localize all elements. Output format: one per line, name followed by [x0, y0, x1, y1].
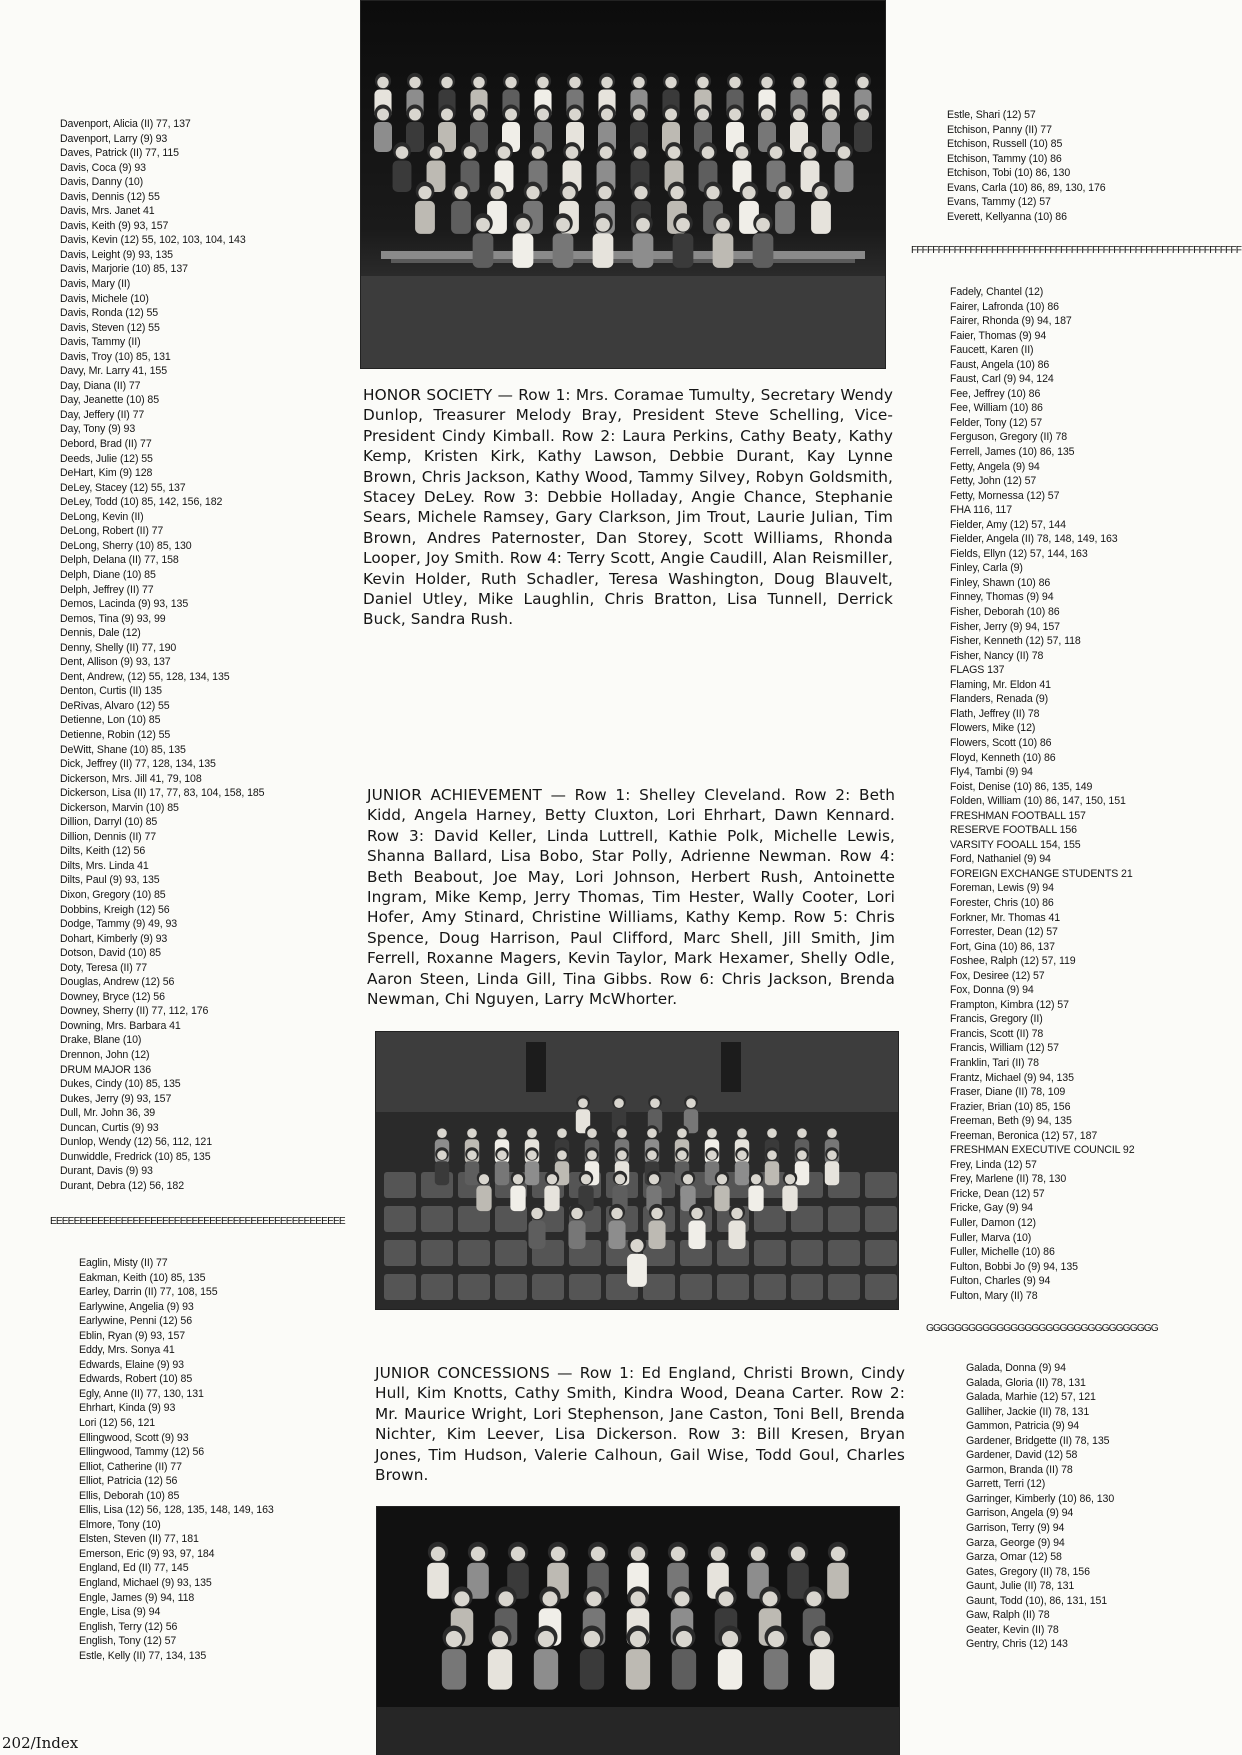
- junior-achievement-member: [765, 1147, 779, 1185]
- index-entry: Fort, Gina (10) 86, 137: [950, 940, 1055, 953]
- index-entry: Earlywine, Angelia (9) 93: [79, 1300, 194, 1313]
- index-entry: Forrester, Dean (12) 57: [950, 926, 1058, 939]
- index-entry: Denton, Curtis (II) 135: [60, 685, 162, 698]
- index-entry: Fee, William (10) 86: [950, 402, 1043, 415]
- index-entry: Evans, Carla (10) 86, 89, 130, 176: [947, 181, 1106, 194]
- junior-concessions-photo: [376, 1506, 900, 1755]
- index-entry: FLAGS 137: [950, 664, 1005, 677]
- index-entry: RESERVE FOOTBALL 156: [950, 824, 1077, 837]
- index-column-g: [966, 1361, 1114, 1652]
- index-entry: Deeds, Julie (12) 55: [60, 452, 153, 465]
- letter-divider-e: EEEEEEEEEEEEEEEEEEEEEEEEEEEEEEEEEEEEEEEEEEEEEEEEEE: [50, 1216, 345, 1227]
- index-entry: Lori (12) 56, 121: [79, 1417, 156, 1430]
- index-entry: DeLong, Sherry (10) 85, 130: [60, 539, 192, 552]
- index-entry: Fulton, Mary (II) 78: [950, 1289, 1038, 1302]
- index-entry: Fields, Ellyn (12) 57, 144, 163: [950, 547, 1088, 560]
- index-entry: Foshee, Ralph (12) 57, 119: [950, 955, 1076, 968]
- auditorium-seat: [717, 1274, 749, 1300]
- index-entry: Davis, Leight (9) 93, 135: [60, 248, 173, 261]
- index-entry: Edwards, Elaine (9) 93: [79, 1358, 184, 1371]
- index-entry: Dickerson, Mrs. Jill 41, 79, 108: [60, 772, 202, 785]
- index-entry: Delph, Delana (II) 77, 158: [60, 554, 179, 567]
- honor-society-member: [822, 105, 840, 153]
- index-entry: Fisher, Kenneth (12) 57, 118: [950, 635, 1081, 648]
- index-entry: Downey, Sherry (II) 77, 112, 176: [60, 1005, 209, 1018]
- index-entry: Davis, Steven (12) 55: [60, 321, 160, 334]
- junior-concessions-member: [467, 1542, 489, 1599]
- index-entry: Davis, Danny (10): [60, 176, 144, 189]
- index-entry: Ehrhart, Kinda (9) 93: [79, 1402, 176, 1415]
- index-entry: Eblin, Ryan (9) 93, 157: [79, 1329, 186, 1342]
- index-entry: Dilts, Keith (12) 56: [60, 845, 146, 858]
- index-entry: Egly, Anne (II) 77, 130, 131: [79, 1387, 204, 1400]
- index-entry: Dunlop, Wendy (12) 56, 112, 121: [60, 1136, 212, 1149]
- honor-society-caption: HONOR SOCIETY — Row 1: Mrs. Coramae Tumulty, Secretary Wendy Dunlop, Treasurer Melody Bray, President Steve Schelling, Vice-President Cindy Kimball. Row 2: Laura Perkins, Cathy Beaty, Kathy Kemp, Kristen Kirk, Kathy Lawson, Debbie Durant, Kay Lynne Brown, Chris Jackson, Kathy Wood, Tammy Silvey, Robyn Goldsmith, Stacey DeLey. Row 3: Debbie Holladay, Angie Chance, Stephanie Sears, Michele Ramsey, Gary Clarkson, Jim Trout, Laurie Julian, Tim Brown, Andres Paternoster, Dan Storey, Scott Williams, Rhonda Looper, Joy Smith. Row 4: Terry Scott, Angie Caudill, Alan Reismiller, Kevin Holder, Ruth Schadler, Teresa Washington, Doug Blauvelt, Daniel Utley, Mike Laughlin, Chris Bratton, Lisa Tunnell, Derrick Buck, Sandra Rush.: [363, 386, 893, 629]
- index-entry: Davis, Ronda (12) 55: [60, 307, 159, 320]
- index-entry: Eakman, Keith (10) 85, 135: [79, 1271, 206, 1284]
- index-entry: Fielder, Angela (II) 78, 148, 149, 163: [950, 533, 1118, 546]
- index-entry: Forester, Chris (10) 86: [950, 896, 1054, 909]
- index-entry: Foreman, Lewis (9) 94: [950, 882, 1054, 895]
- index-entry: Daves, Patrick (II) 77, 115: [60, 147, 179, 160]
- index-entry: Durant, Debra (12) 56, 182: [60, 1179, 185, 1192]
- index-entry: Dickerson, Lisa (II) 17, 77, 83, 104, 158, 185: [60, 787, 265, 800]
- index-entry: Dillion, Dennis (II) 77: [60, 830, 157, 843]
- junior-achievement-member: [528, 1204, 545, 1249]
- index-entry: Fricke, Dean (12) 57: [950, 1187, 1045, 1200]
- index-entry: Evans, Tammy (12) 57: [947, 196, 1051, 209]
- index-entry: Etchison, Russell (10) 85: [947, 138, 1063, 151]
- index-entry: Flaming, Mr. Eldon 41: [950, 678, 1051, 691]
- index-entry: DRUM MAJOR 136: [60, 1063, 152, 1076]
- index-entry: Garza, Omar (12) 58: [966, 1551, 1062, 1564]
- index-entry: Francis, William (12) 57: [950, 1042, 1059, 1055]
- index-entry: Davenport, Larry (9) 93: [60, 132, 168, 145]
- index-entry: Davis, Keith (9) 93, 157: [60, 219, 169, 232]
- index-entry: Earley, Darrin (II) 77, 108, 155: [79, 1286, 218, 1299]
- auditorium-seat: [421, 1206, 453, 1232]
- index-entry: Finney, Thomas (9) 94: [950, 591, 1054, 604]
- index-entry: Gardener, Bridgette (II) 78, 135: [966, 1434, 1110, 1447]
- index-entry: DeWitt, Shane (10) 85, 135: [60, 743, 186, 756]
- index-entry: Dennis, Dale (12): [60, 627, 141, 640]
- index-entry: Downing, Mrs. Barbara 41: [60, 1019, 181, 1032]
- index-entry: Dent, Andrew, (12) 55, 128, 134, 135: [60, 670, 230, 683]
- index-entry: Duncan, Curtis (9) 93: [60, 1121, 159, 1134]
- index-entry: Estle, Kelly (II) 77, 134, 135: [79, 1649, 207, 1662]
- index-entry: Faucett, Karen (II): [950, 344, 1034, 357]
- index-entry: Dotson, David (10) 85: [60, 947, 161, 960]
- index-entry: Dunwiddle, Fredrick (10) 85, 135: [60, 1150, 211, 1163]
- auditorium-seat: [532, 1274, 564, 1300]
- auditorium-seat: [791, 1274, 823, 1300]
- index-entry: Finley, Shawn (10) 86: [950, 576, 1051, 589]
- index-entry: Garrett, Terri (12): [966, 1478, 1046, 1491]
- auditorium-seat: [495, 1274, 527, 1300]
- junior-concessions-member: [718, 1626, 742, 1690]
- index-entry: Etchison, Tobi (10) 86, 130: [947, 167, 1071, 180]
- honor-society-member: [393, 142, 412, 192]
- index-entry: Davy, Mr. Larry 41, 155: [60, 365, 168, 378]
- junior-achievement-member: [825, 1147, 839, 1185]
- index-entry: DeLey, Todd (10) 85, 142, 156, 182: [60, 496, 223, 509]
- index-entry: Fisher, Jerry (9) 94, 157: [950, 620, 1060, 633]
- index-column-f: [950, 285, 1135, 1303]
- junior-achievement-member: [714, 1171, 729, 1211]
- index-entry: Folden, William (10) 86, 147, 150, 151: [950, 795, 1126, 808]
- junior-achievement-member: [782, 1171, 797, 1211]
- index-entry: Fulton, Charles (9) 94: [950, 1275, 1051, 1288]
- junior-achievement-member: [544, 1171, 559, 1211]
- auditorium-seat: [643, 1274, 675, 1300]
- index-entry: Elliot, Patricia (12) 56: [79, 1475, 178, 1488]
- index-entry: Forkner, Mr. Thomas 41: [950, 911, 1061, 924]
- index-entry: DeLong, Robert (II) 77: [60, 525, 164, 538]
- index-entry: Garringer, Kimberly (10) 86, 130: [966, 1492, 1115, 1505]
- auditorium-seat: [569, 1274, 601, 1300]
- index-entry: Delph, Jeffrey (II) 77: [60, 583, 154, 596]
- index-entry: Frampton, Kimbra (12) 57: [950, 998, 1069, 1011]
- index-entry: Fetty, Mornessa (12) 57: [950, 489, 1060, 502]
- honor-society-member: [553, 213, 574, 268]
- auditorium-seat: [421, 1240, 453, 1266]
- index-entry: England, Ed (II) 77, 145: [79, 1562, 189, 1575]
- index-entry: Dilts, Mrs. Linda 41: [60, 859, 149, 872]
- index-entry: Davis, Troy (10) 85, 131: [60, 350, 171, 363]
- honor-society-member: [753, 213, 774, 268]
- honor-society-member: [713, 213, 734, 268]
- junior-achievement-member: [435, 1147, 449, 1185]
- auditorium-seat: [791, 1240, 823, 1266]
- index-entry: Ford, Nathaniel (9) 94: [950, 853, 1051, 866]
- junior-concessions-caption: JUNIOR CONCESSIONS — Row 1: Ed England, Christi Brown, Cindy Hull, Kim Knotts, Cathy Smith, Kindra Wood, Deana Carter. Row 2: Mr. Maurice Wright, Lori Stephenson, Jane Caston, Toni Bell, Brenda Nichter, Kim Leever, Lisa Dickerson. Row 3: Bill Kresen, Bryan Jones, Tim Hudson, Valerie Calhoun, Gail Wise, Todd Goul, Charles Brown.: [375, 1364, 905, 1485]
- index-entry: Drake, Blane (10): [60, 1034, 142, 1047]
- index-entry: Fielder, Amy (12) 57, 144: [950, 518, 1066, 531]
- index-entry: Dickerson, Marvin (10) 85: [60, 801, 179, 814]
- auditorium-seat: [384, 1172, 416, 1198]
- auditorium-seat: [384, 1206, 416, 1232]
- index-entry: Emerson, Eric (9) 93, 97, 184: [79, 1547, 215, 1560]
- index-entry: Dillion, Darryl (10) 85: [60, 816, 158, 829]
- index-entry: FRESHMAN EXECUTIVE COUNCIL 92: [950, 1144, 1135, 1157]
- junior-achievement-member: [688, 1204, 705, 1249]
- index-entry: Galada, Marhie (12) 57, 121: [966, 1391, 1096, 1404]
- index-entry: Dull, Mr. John 36, 39: [60, 1107, 156, 1120]
- index-entry: Dixon, Gregory (10) 85: [60, 888, 166, 901]
- index-entry: Dodge, Tammy (9) 49, 93: [60, 918, 178, 931]
- index-column-e-continued: [947, 108, 1106, 224]
- index-entry: DeRivas, Alvaro (12) 55: [60, 699, 170, 712]
- index-entry: Gaunt, Julie (II) 78, 131: [966, 1580, 1075, 1593]
- index-entry: Fairer, Lafronda (10) 86: [950, 300, 1059, 313]
- auditorium-seat: [384, 1240, 416, 1266]
- index-entry: Fuller, Michelle (10) 86: [950, 1246, 1055, 1259]
- junior-concessions-member: [427, 1542, 449, 1599]
- index-entry: Dent, Allison (9) 93, 137: [60, 656, 171, 669]
- auditorium-seat: [865, 1274, 897, 1300]
- honor-society-member: [593, 213, 614, 268]
- auditorium-seat: [680, 1274, 712, 1300]
- index-entry: English, Terry (12) 56: [79, 1620, 178, 1633]
- index-entry: Flowers, Mike (12): [950, 722, 1036, 735]
- index-entry: Gaw, Ralph (II) 78: [966, 1609, 1050, 1622]
- index-entry: Davis, Coca (9) 93: [60, 161, 146, 174]
- auditorium-seat: [421, 1274, 453, 1300]
- junior-achievement-member: [735, 1147, 749, 1185]
- junior-achievement-member: [748, 1171, 763, 1211]
- junior-achievement-member: [568, 1204, 585, 1249]
- auditorium-seat: [754, 1274, 786, 1300]
- auditorium-seat: [458, 1274, 490, 1300]
- letter-divider-g: GGGGGGGGGGGGGGGGGGGGGGGGGGGGGGGGG: [926, 1323, 1158, 1334]
- index-entry: Ferrell, James (10) 86, 135: [950, 446, 1075, 459]
- index-entry: Doty, Teresa (II) 77: [60, 961, 148, 974]
- index-entry: Foist, Denise (10) 86, 135, 149: [950, 780, 1093, 793]
- honor-society-member: [854, 105, 872, 153]
- index-entry: Day, Tony (9) 93: [60, 423, 136, 436]
- index-entry: Demos, Lacinda (9) 93, 135: [60, 598, 189, 611]
- index-entry: Fisher, Nancy (II) 78: [950, 649, 1044, 662]
- index-entry: Day, Jeffery (II) 77: [60, 408, 145, 421]
- auditorium-seat: [828, 1240, 860, 1266]
- honor-society-photo: [360, 0, 886, 369]
- index-entry: Franklin, Tari (II) 78: [950, 1056, 1039, 1069]
- index-entry: Dukes, Cindy (10) 85, 135: [60, 1078, 181, 1091]
- index-entry: Francis, Scott (II) 78: [950, 1027, 1044, 1040]
- honor-society-member: [473, 213, 494, 268]
- index-entry: Delph, Diane (10) 85: [60, 568, 156, 581]
- index-entry: Fetty, John (12) 57: [950, 475, 1037, 488]
- index-entry: FRESHMAN FOOTBALL 157: [950, 809, 1086, 822]
- junior-concessions-member: [827, 1542, 849, 1599]
- index-entry: Fisher, Deborah (10) 86: [950, 606, 1060, 619]
- index-entry: Ellis, Deborah (10) 85: [79, 1489, 180, 1502]
- index-entry: Garza, George (9) 94: [966, 1536, 1065, 1549]
- honor-society-member: [775, 182, 795, 234]
- index-entry: Dukes, Jerry (9) 93, 157: [60, 1092, 172, 1105]
- honor-society-member: [406, 105, 424, 153]
- index-entry: Davis, Mary (II): [60, 278, 131, 291]
- junior-achievement-member: [608, 1204, 625, 1249]
- index-entry: Faier, Thomas (9) 94: [950, 329, 1047, 342]
- index-entry: Flowers, Scott (10) 86: [950, 736, 1052, 749]
- index-entry: Felder, Tony (12) 57: [950, 416, 1043, 429]
- index-entry: Francis, Gregory (II): [950, 1013, 1043, 1026]
- honor-society-member: [415, 182, 435, 234]
- index-entry: Denny, Shelly (II) 77, 190: [60, 641, 177, 654]
- index-entry: Davis, Tammy (II): [60, 336, 141, 349]
- index-entry: Gates, Gregory (II) 78, 156: [966, 1565, 1090, 1578]
- index-entry: Davis, Dennis (12) 55: [60, 190, 160, 203]
- index-entry: Estle, Shari (12) 57: [947, 109, 1036, 121]
- index-entry: DeLey, Stacey (12) 55, 137: [60, 481, 186, 494]
- letter-divider-f: FFFFFFFFFFFFFFFFFFFFFFFFFFFFFFFFFFFFFFFFFFFFFFFFFFFFFFFFFFFFFF: [911, 245, 1242, 256]
- index-entry: Ellingwood, Scott (9) 93: [79, 1431, 189, 1444]
- index-entry: English, Tony (12) 57: [79, 1635, 177, 1648]
- index-entry: FOREIGN EXCHANGE STUDENTS 21: [950, 867, 1133, 880]
- index-entry: Eaglin, Misty (II) 77: [79, 1257, 168, 1269]
- honor-society-member: [513, 213, 534, 268]
- index-entry: Detienne, Lon (10) 85: [60, 714, 161, 727]
- index-entry: Etchison, Panny (II) 77: [947, 123, 1052, 136]
- index-entry: DeHart, Kim (9) 128: [60, 467, 153, 480]
- index-entry: Fox, Desiree (12) 57: [950, 969, 1045, 982]
- index-entry: Freeman, Beronica (12) 57, 187: [950, 1129, 1098, 1142]
- junior-concessions-member: [672, 1626, 696, 1690]
- index-entry: FHA 116, 117: [950, 504, 1013, 517]
- index-entry: Garmon, Branda (II) 78: [966, 1463, 1073, 1476]
- index-entry: Edwards, Robert (10) 85: [79, 1373, 193, 1386]
- auditorium-seat: [865, 1206, 897, 1232]
- index-entry: Elmore, Tony (10): [79, 1518, 161, 1531]
- index-column-e: [79, 1256, 274, 1663]
- index-entry: Galliher, Jackie (II) 78, 131: [966, 1405, 1090, 1418]
- junior-achievement-caption: JUNIOR ACHIEVEMENT — Row 1: Shelley Cleveland. Row 2: Beth Kidd, Angela Harney, Betty Cluxton, Lori Ehrhart, Dawn Kennard. Row 3: David Keller, Linda Luttrell, Kathie Polk, Michelle Lewis, Shanna Ballard, Lisa Bobo, Star Polly, Adrienne Newman. Row 4: Beth Beabout, Joe May, Lori Johnson, Herbert Rush, Antoinette Ingram, Mike Kemp, Jerry Thomas, Tim Hester, Wally Cooter, Lori Hofer, Amy Stinard, Christine Williams, Kathy Kemp. Row 5: Chris Spence, Doug Harrison, Paul Clifford, Marc Shell, Jill Smith, Jim Ferrell, Roxanne Magers, Kevin Taylor, Mark Hexamer, Shelly Odle, Aaron Steen, Linda Gill, Tina Gibbs. Row 6: Chris Jackson, Brenda Newman, Chi Nguyen, Larry McWhorter.: [367, 786, 895, 1009]
- index-entry: Fadely, Chantel (12): [950, 286, 1044, 298]
- honor-society-member: [811, 182, 831, 234]
- auditorium-seat: [495, 1240, 527, 1266]
- index-entry: Flath, Jeffrey (II) 78: [950, 707, 1040, 720]
- index-entry: Galada, Gloria (II) 78, 131: [966, 1376, 1086, 1389]
- junior-achievement-member: [728, 1204, 745, 1249]
- auditorium-seat: [754, 1240, 786, 1266]
- index-entry: Drennon, John (12): [60, 1049, 150, 1061]
- index-entry: Ellingwood, Tammy (12) 56: [79, 1446, 205, 1459]
- junior-concessions-member: [442, 1626, 466, 1690]
- index-entry: Douglas, Andrew (12) 56: [60, 976, 175, 989]
- junior-achievement-member: [495, 1147, 509, 1185]
- page-folio: 202/Index: [2, 1734, 79, 1752]
- index-entry: Frazier, Brian (10) 85, 156: [950, 1100, 1071, 1113]
- index-entry: Gaunt, Todd (10), 86, 131, 151: [966, 1594, 1108, 1607]
- junior-achievement-member: [525, 1147, 539, 1185]
- index-entry: Garrison, Angela (9) 94: [966, 1507, 1074, 1520]
- junior-achievement-member: [476, 1171, 491, 1211]
- index-entry: Durant, Davis (9) 93: [60, 1165, 153, 1178]
- index-entry: Dick, Jeffrey (II) 77, 128, 134, 135: [60, 758, 216, 771]
- index-entry: VARSITY FOOALL 154, 155: [950, 838, 1081, 851]
- junior-achievement-member: [648, 1204, 665, 1249]
- index-entry: DeLong, Kevin (II): [60, 510, 144, 523]
- index-entry: Detienne, Robin (12) 55: [60, 728, 171, 741]
- auditorium-seat: [828, 1206, 860, 1232]
- index-entry: Frantz, Michael (9) 94, 135: [950, 1071, 1074, 1084]
- index-entry: Gammon, Patricia (9) 94: [966, 1420, 1080, 1433]
- junior-concessions-member: [580, 1626, 604, 1690]
- index-entry: Dobbins, Kreigh (12) 56: [60, 903, 170, 916]
- index-entry: Finley, Carla (9): [950, 562, 1023, 575]
- index-entry: England, Michael (9) 93, 135: [79, 1577, 212, 1590]
- index-entry: Ferguson, Gregory (II) 78: [950, 431, 1068, 444]
- index-entry: Davis, Marjorie (10) 85, 137: [60, 263, 188, 276]
- index-entry: Earlywine, Penni (12) 56: [79, 1315, 193, 1328]
- index-entry: Davis, Michele (10): [60, 292, 149, 305]
- index-entry: Fly4, Tambi (9) 94: [950, 766, 1033, 779]
- junior-concessions-member: [534, 1626, 558, 1690]
- junior-concessions-member: [787, 1542, 809, 1599]
- auditorium-seat: [384, 1274, 416, 1300]
- auditorium-seat: [865, 1240, 897, 1266]
- honor-society-member: [633, 213, 654, 268]
- index-entry: Geater, Kevin (II) 78: [966, 1623, 1059, 1636]
- index-entry: Day, Jeanette (10) 85: [60, 394, 159, 407]
- index-entry: Fulton, Bobbi Jo (9) 94, 135: [950, 1260, 1078, 1273]
- junior-concessions-member: [764, 1626, 788, 1690]
- honor-society-member: [673, 213, 694, 268]
- junior-concessions-member: [626, 1626, 650, 1690]
- index-entry: Fuller, Damon (12): [950, 1217, 1036, 1229]
- index-entry: Elliot, Catherine (II) 77: [79, 1460, 182, 1473]
- junior-concessions-member: [810, 1626, 834, 1690]
- index-entry: Dohart, Kimberly (9) 93: [60, 932, 168, 945]
- index-entry: Fraser, Diane (II) 78, 109: [950, 1086, 1066, 1099]
- junior-achievement-member: [510, 1171, 525, 1211]
- index-entry: Freeman, Beth (9) 94, 135: [950, 1115, 1072, 1128]
- honor-society-member: [374, 105, 392, 153]
- index-entry: Fuller, Marva (10): [950, 1231, 1032, 1244]
- junior-achievement-photo: [375, 1031, 899, 1310]
- index-entry: Engle, James (9) 94, 118: [79, 1591, 195, 1604]
- index-entry: Elsten, Steven (II) 77, 181: [79, 1533, 199, 1546]
- index-entry: Faust, Carl (9) 94, 124: [950, 373, 1054, 386]
- honor-society-member: [451, 182, 471, 234]
- index-entry: Fee, Jeffrey (10) 86: [950, 387, 1041, 400]
- index-entry: Gardener, David (12) 58: [966, 1449, 1078, 1462]
- index-entry: Fairer, Rhonda (9) 94, 187: [950, 315, 1072, 328]
- index-entry: Davis, Mrs. Janet 41: [60, 205, 155, 218]
- index-entry: Faust, Angela (10) 86: [950, 358, 1050, 371]
- index-column-d: [60, 117, 264, 1193]
- index-entry: Etchison, Tammy (10) 86: [947, 152, 1062, 165]
- index-entry: Garrison, Terry (9) 94: [966, 1522, 1065, 1535]
- index-entry: Downey, Bryce (12) 56: [60, 990, 165, 1003]
- index-entry: Davis, Kevin (12) 55, 102, 103, 104, 143: [60, 234, 246, 247]
- index-entry: Demos, Tina (9) 93, 99: [60, 612, 166, 625]
- index-entry: Everett, Kellyanna (10) 86: [947, 210, 1067, 223]
- index-entry: Fox, Donna (9) 94: [950, 984, 1034, 997]
- index-entry: Debord, Brad (II) 77: [60, 438, 152, 451]
- index-entry: Eddy, Mrs. Sonya 41: [79, 1344, 175, 1357]
- index-entry: Gentry, Chris (12) 143: [966, 1638, 1068, 1651]
- index-entry: Flanders, Renada (9): [950, 693, 1049, 706]
- index-entry: Galada, Donna (9) 94: [966, 1362, 1066, 1374]
- index-entry: Engle, Lisa (9) 94: [79, 1606, 161, 1619]
- auditorium-seat: [865, 1172, 897, 1198]
- junior-concessions-member: [488, 1626, 512, 1690]
- index-entry: Davenport, Alicia (II) 77, 137: [60, 118, 191, 130]
- auditorium-seat: [828, 1274, 860, 1300]
- index-entry: Ellis, Lisa (12) 56, 128, 135, 148, 149, 163: [79, 1504, 274, 1517]
- index-entry: Fricke, Gay (9) 94: [950, 1202, 1033, 1215]
- index-entry: Frey, Marlene (II) 78, 130: [950, 1173, 1067, 1186]
- index-entry: Fetty, Angela (9) 94: [950, 460, 1040, 473]
- honor-society-member: [835, 142, 854, 192]
- index-entry: Frey, Linda (12) 57: [950, 1158, 1037, 1171]
- index-entry: Floyd, Kenneth (10) 86: [950, 751, 1056, 764]
- index-entry: Dilts, Paul (9) 93, 135: [60, 874, 160, 887]
- auditorium-seat: [458, 1240, 490, 1266]
- junior-achievement-member: [627, 1235, 647, 1287]
- index-entry: Day, Diana (II) 77: [60, 379, 141, 392]
